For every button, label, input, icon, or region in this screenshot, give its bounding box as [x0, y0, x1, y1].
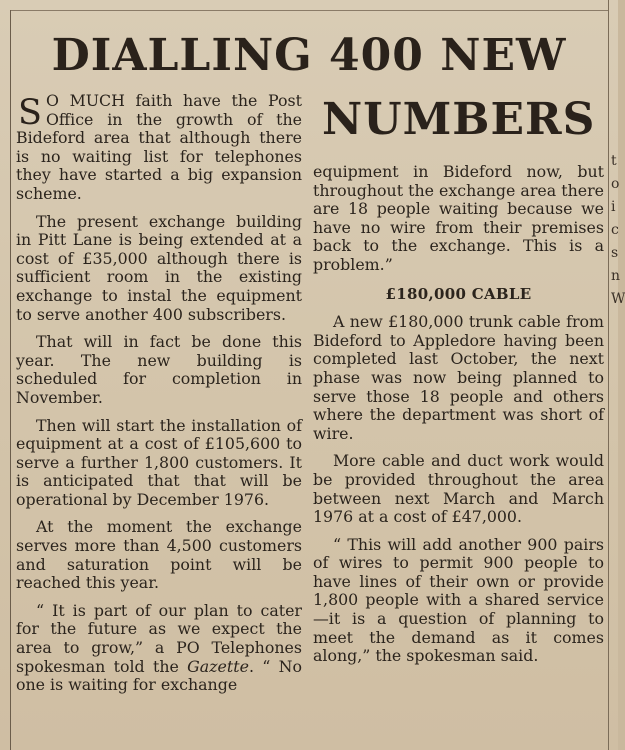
- headline-line-1: DIALLING 400 NEW: [51, 30, 567, 81]
- paragraph: equipment in Bideford now, but throughout the exchange area there are 18 people waiting because we have no wire from their premises back to the exchange. This is a problem.”: [313, 162, 604, 274]
- paragraph: Then will start the installation of equipment at a cost of £105,600 to serve a further 1,800 customers. It is anticipated that that will be operational by December 1976.: [16, 415, 302, 509]
- publication-name: Gazette: [187, 656, 249, 676]
- article-column-left: [16, 92, 302, 704]
- adjacent-column-fragment: t o i c s n W: [611, 153, 625, 307]
- paragraph: [16, 602, 302, 695]
- subheading: £180,000 CABLE: [385, 284, 532, 303]
- headline-line-2: NUMBERS: [322, 94, 596, 145]
- paragraph-text: O MUCH faith have the Post Office in the growth of the Bideford area that although there is no waiting list for telephones they have started a big expansion scheme.: [16, 91, 302, 203]
- top-border: [10, 10, 608, 11]
- paragraph: [16, 92, 302, 204]
- column-divider-right: [608, 0, 609, 750]
- left-border: [10, 10, 11, 750]
- drop-cap: S: [18, 93, 42, 133]
- paragraph: “ This will add another 900 pairs of wires to permit 900 people to have lines of their own or provide 1,800 people with a shared service—it is a question of planning to meet the demand as it comes along,” the spokesman said.: [313, 534, 604, 666]
- paragraph: More cable and duct work would be provided throughout the area between next March and March 1976 at a cost of £47,000.: [313, 451, 604, 527]
- paragraph: The present exchange building in Pitt Lane is being extended at a cost of £35,000 although there is sufficient room in the existing exchange to instal the equipment to serve another 400 subscribers.: [16, 211, 302, 324]
- paragraph: That will in fact be done this year. The new building is scheduled for completion in November.: [16, 332, 302, 407]
- paragraph-text: . “ No one is waiting for exchange: [16, 656, 302, 695]
- article-column-right: [313, 163, 604, 675]
- paragraph-text: “ It is part of our plan to cater for the future as we expect the area to grow,” a PO Telephones spokesman told the: [16, 600, 302, 676]
- paragraph: A new £180,000 trunk cable from Bideford to Appledore having been completed last October, the next phase was now being planned to serve those 18 people and others where the department was short of wire.: [313, 312, 604, 443]
- paragraph: At the moment the exchange serves more than 4,500 customers and saturation point will be reached this year.: [16, 517, 302, 593]
